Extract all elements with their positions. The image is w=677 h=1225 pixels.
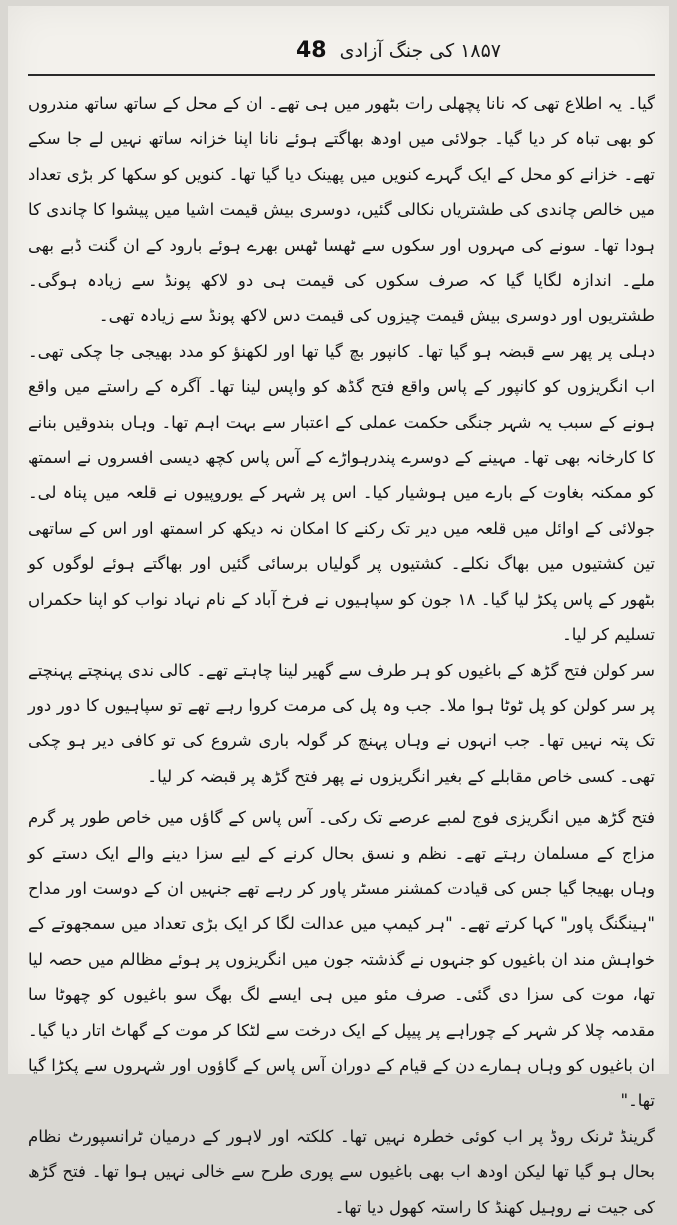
paragraph: سر کولن فتح گڑھ کے باغیوں کو ہر طرف سے گھیر لینا چاہتے تھے۔ کالی ندی پہنچتے پہنچتے پر سر کولن کو پل ٹوٹا ہوا ملا۔ جب وہ پل کی مرمت کروا رہے تھے تو سپاہیوں کا دور دور تک پتہ نہیں تھا۔ جب انہوں نے وہاں پہنچ کر گولہ باری شروع کی تو کافی دیر ہو چکی تھی۔ کسی خاص مقابلے کے بغیر انگریزوں نے پھر فتح گڑھ پر قبضہ کر لیا۔ — [28, 660, 655, 786]
header-rule — [28, 74, 655, 76]
body-text — [28, 86, 655, 1225]
running-head: ۱۸۵۷ کی جنگ آزادی — [339, 40, 501, 62]
paragraph: فتح گڑھ میں انگریزی فوج لمبے عرصے تک رکی۔ آس پاس کے گاؤں میں خاص طور پر گرم مزاج کے مسلمان رہتے تھے۔ نظم و نسق بحال کرنے کے لیے سزا دینے والے ایک دستے کو وہاں بھیجا گیا جس کی قیادت کمشنر مسٹر پاور کر رہے تھے جنہیں ان کے دوست اور مداح "ہینگنگ پاور" کہا کرتے تھے۔ "ہر کیمپ میں عدالت لگا کر ایک بڑی تعداد میں سمجھوتے کے خواہش مند ان باغیوں کو جنہوں نے گذشتہ جون میں انگریزوں پر ہوئے مظالم میں حصہ لیا تھا، موت کی سزا دی گئی۔ صرف مئو میں ہی ایسے لگ بھگ سو باغیوں کو چھوٹا سا مقدمہ چلا کر شہر کے چوراہے پر پیپل کے ایک درخت سے لٹکا کر موت کے گھاٹ اتار دیا گیا۔ ان باغیوں کو وہاں ہمارے دن کے قیام کے دوران آس پاس کے گاؤوں اور شہروں سے پکڑا گیا تھا۔" — [28, 808, 655, 1111]
paragraph: گرینڈ ٹرنک روڈ پر اب کوئی خطرہ نہیں تھا۔ کلکتہ اور لاہور کے درمیان ٹرانسپورٹ نظام بحال ہو گیا تھا لیکن اودھ اب بھی باغیوں سے پوری طرح سے خالی نہیں ہوا تھا۔ فتح گڑھ کی جیت نے روہیل کھنڈ کا راستہ کھول دیا تھا۔ — [28, 1126, 655, 1217]
paragraph: گیا۔ یہ اطلاع تھی کہ نانا پچھلی رات بٹھور میں ہی تھے۔ ان کے محل کے ساتھ ساتھ مندروں کو بھی تباہ کر دیا گیا۔ جولائی میں اودھ بھاگتے ہوئے نانا اپنا خزانہ ساتھ نہیں لے جا سکے تھے۔ خزانے کو محل کے ایک گہرے کنویں میں پھینک دیا گیا تھا۔ کنویں کو سکھا کر بڑی تعداد میں خالص چاندی کی طشتریاں نکالی گئیں، دوسری بیش قیمت اشیا میں پیشوا کا چاندی کا ہودا تھا۔ سونے کی مہروں اور سکوں سے ٹھسا ٹھس بھرے ہوئے بارود کے ان گنت ڈبے بھی ملے۔ اندازہ لگایا گیا کہ صرف سکوں کی قیمت ہی دو لاکھ پونڈ سے زیادہ ہوگی۔ طشتریوں اور دوسری بیش قیمت چیزوں کی قیمت دس لاکھ پونڈ سے زیادہ تھی۔ — [28, 94, 655, 326]
paragraph: دہلی پر پھر سے قبضہ ہو گیا تھا۔ کانپور بچ گیا تھا اور لکھنؤ کو مدد بھیجی جا چکی تھی۔ اب انگریزوں کو کانپور کے پاس واقع فتح گڈھ کو واپس لینا تھا۔ آگرہ کے راستے میں واقع ہونے کے سبب یہ شہر جنگی حکمت عملی کے اعتبار سے بہت اہم تھا۔ وہاں بندوقیں بنانے کا کارخانہ بھی تھا۔ مہینے کے دوسرے پندرہواڑے کے آس پاس کچھ دیسی افسروں نے اسمتھ کو ممکنہ بغاوت کے بارے میں ہوشیار کیا۔ اس پر شہر کے یوروپیوں نے قلعہ میں پناہ لی۔ جولائی کے اوائل میں قلعہ میں دیر تک رکنے کا امکان نہ دیکھ کر اسمتھ اور اس کے ساتھی تین کشتیوں میں بھاگ نکلے۔ کشتیوں پر گولیاں برسائی گئیں اور بھاگتے ہوئے لوگوں کو بٹھور کے پاس پکڑ لیا گیا۔ ۱۸ جون کو سپاہیوں نے فرخ آباد کے نام نہاد نواب کو اپنا حکمراں تسلیم کر لیا۔ — [28, 341, 655, 645]
page-header — [8, 36, 669, 76]
page-number: 48 — [296, 38, 327, 63]
book-page — [8, 6, 669, 1217]
